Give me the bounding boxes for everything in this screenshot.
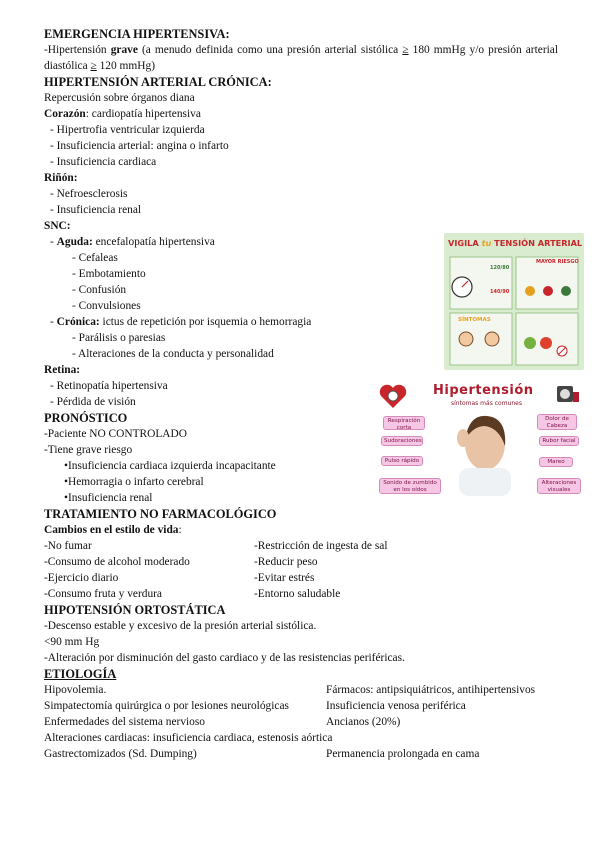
- person-icon: [561, 286, 571, 296]
- repercusion-line: Repercusión sobre órganos diana: [44, 92, 195, 104]
- bp-normal-value: 120/80: [490, 265, 510, 271]
- infographic-title: Hipertensión: [433, 383, 534, 398]
- tomato-icon: [540, 337, 552, 349]
- corazon-line: Corazón: cardiopatía hipertensiva: [44, 108, 201, 120]
- emergencia-paragraph: -Hipertensión grave (a menudo definida como una presión arterial sistólica ≥ 180 mmHg y/o presión arterial diastólica ≥ 120 mmHg): [44, 44, 559, 72]
- list-item: - Embotamiento: [72, 268, 146, 280]
- face-icon: [485, 332, 499, 346]
- infographic-hipertension-sintomas: [377, 380, 584, 497]
- pronostico-line: -Tiene grave riesgo: [44, 444, 133, 456]
- list-item: - Nefroesclerosis: [50, 188, 128, 200]
- etiologia-row: Simpatectomía quirúrgica o por lesiones neurológicas Insuficiencia venosa periférica: [44, 700, 466, 712]
- person-icon: [543, 286, 553, 296]
- list-item: - Convulsiones: [72, 300, 141, 312]
- snc-label: SNC:: [44, 220, 71, 232]
- infographic-subtitle: síntomas más comunes: [451, 400, 522, 407]
- symptom-tile-right: Alteraciones visuales: [537, 478, 581, 494]
- list-item: - Insuficiencia renal: [50, 204, 142, 216]
- tratamiento-subtitle: Cambios en el estilo de vida:: [44, 524, 182, 536]
- bullet-item: •Insuficiencia cardiaca izquierda incapacitante: [64, 460, 276, 472]
- list-item: - Cefaleas: [72, 252, 118, 264]
- hipotension-title: HIPOTENSIÓN ORTOSTÁTICA: [44, 603, 226, 617]
- face-icon: [459, 332, 473, 346]
- cronica-title: HIPERTENSIÓN ARTERIAL CRÓNICA:: [44, 75, 272, 89]
- list-item: - Confusión: [72, 284, 127, 296]
- etiologia-row: Enfermedades del sistema nervioso Ancianos (20%): [44, 716, 401, 728]
- etiologia-row: Gastrectomizados (Sd. Dumping) Permanencia prolongada en cama: [44, 748, 480, 760]
- list-item: - Retinopatía hipertensiva: [50, 380, 168, 392]
- monitor-icon: [555, 384, 581, 408]
- heart-gauge-icon: [378, 382, 408, 410]
- infographic-vigila-tension: [444, 233, 584, 370]
- hipotension-line: <90 mm Hg: [44, 636, 100, 648]
- tratamiento-row: -Consumo de alcohol moderado -Reducir peso: [44, 556, 318, 568]
- sintomas-label: SÍNTOMAS: [458, 317, 491, 323]
- symptom-tile-left: Respiración corta: [383, 416, 425, 430]
- bp-high-value: 140/90: [490, 289, 510, 295]
- bullet-item: •Hemorragia o infarto cerebral: [64, 476, 204, 488]
- list-item: - Hipertrofia ventricular izquierda: [50, 124, 205, 136]
- tratamiento-title: TRATAMIENTO NO FARMACOLÓGICO: [44, 507, 277, 521]
- vegetable-icon: [524, 337, 536, 349]
- infographic-title: VIGILA tu TENSIÓN ARTERIAL: [448, 238, 583, 248]
- risk-label: MAYOR RIESGO: [536, 259, 579, 265]
- aguda-line: - Aguda: encefalopatía hipertensiva: [50, 236, 215, 248]
- list-item: - Insuficiencia arterial: angina o infarto: [50, 140, 229, 152]
- etiologia-row: Hipovolemia. Fármacos: antipsiquiátricos, antihipertensivos: [44, 684, 536, 696]
- tratamiento-row: -No fumar -Restricción de ingesta de sal: [44, 540, 388, 552]
- symptom-tile-left: Pulso rápido: [381, 456, 423, 466]
- retina-label: Retina:: [44, 364, 81, 376]
- bullet-item: •Insuficiencia renal: [64, 492, 153, 504]
- rinon-label: Riñón:: [44, 172, 78, 184]
- emergencia-title: EMERGENCIA HIPERTENSIVA:: [44, 27, 230, 41]
- etiologia-full-row: Alteraciones cardiacas: insuficiencia cardiaca, estenosis aórtica: [44, 732, 333, 744]
- tratamiento-row: -Ejercicio diario -Evitar estrés: [44, 572, 315, 584]
- list-item: - Pérdida de visión: [50, 396, 136, 408]
- etiologia-title: ETIOLOGÍA: [44, 667, 117, 681]
- symptom-tile-left: Sudoraciones: [381, 436, 423, 446]
- symptom-tile-right: Dolor de Cabeza: [537, 414, 577, 430]
- symptom-tile-right: Mareo: [539, 457, 573, 467]
- cronica-line: - Crónica: ictus de repetición por isquemia o hemorragia: [50, 316, 312, 328]
- symptom-tile-right: Rubor facial: [539, 436, 579, 446]
- tratamiento-row: -Consumo fruta y verdura -Entorno saludable: [44, 588, 341, 600]
- woman-headache-illustration: [445, 410, 525, 496]
- pronostico-line: -Paciente NO CONTROLADO: [44, 428, 187, 440]
- list-item: - Parálisis o paresias: [72, 332, 166, 344]
- list-item: - Alteraciones de la conducta y personalidad: [72, 348, 274, 360]
- list-item: - Insuficiencia cardiaca: [50, 156, 157, 168]
- person-icon: [525, 286, 535, 296]
- symptom-tile-left: Sonido de zumbido en los oídos: [379, 478, 441, 494]
- hipotension-line: -Alteración por disminución del gasto cardiaco y de las resistencias periféricas.: [44, 652, 405, 664]
- infographic-illustration: [444, 251, 584, 370]
- pronostico-title: PRONÓSTICO: [44, 411, 128, 425]
- hipotension-line: -Descenso estable y excesivo de la presión arterial sistólica.: [44, 620, 317, 632]
